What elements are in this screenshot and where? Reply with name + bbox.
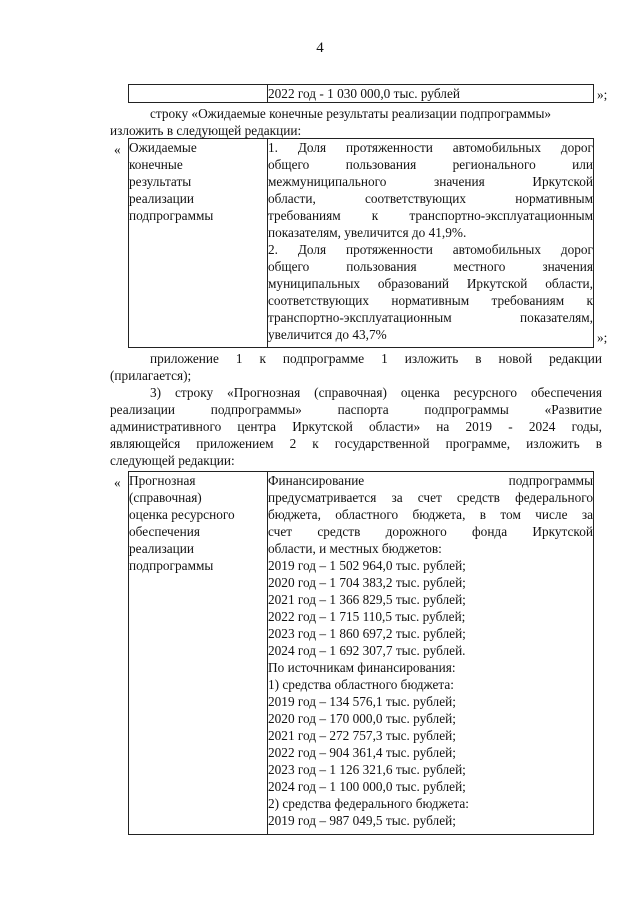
table-2-line: 2019 год – 1 502 964,0 тыс. рублей; xyxy=(268,558,466,573)
paragraph-3 xyxy=(110,384,602,469)
table-2-line: 2024 год – 1 692 307,7 тыс. рублей. xyxy=(268,643,466,658)
table-2-open-quote: « xyxy=(114,475,121,490)
table-1-label-line: конечные xyxy=(129,157,183,172)
top-table-empty-cell xyxy=(129,85,268,103)
table-1-line: области, соответствующих нормативным xyxy=(268,191,593,206)
table-2-line: 2019 год – 987 049,5 тыс. рублей; xyxy=(268,813,456,828)
table-1-line: 2. Доля протяженности автомобильных дорог xyxy=(268,242,593,257)
table-2-line: счет средств дорожного фонда Иркутской xyxy=(268,524,593,539)
table-2-line: 2021 год – 272 757,3 тыс. рублей; xyxy=(268,728,456,743)
table-1-line: показателям, увеличится до 41,9%. xyxy=(268,225,467,240)
paragraph-3-line-1: 3) строку «Прогнозная (справочная) оценка ресурсного обеспечения xyxy=(150,385,602,400)
table-1-close-quote: »; xyxy=(597,330,608,345)
table-1-line: межмуниципального значения Иркутской xyxy=(268,174,593,189)
table-1-line: транспортно-эксплуатационным показателям, xyxy=(268,310,593,325)
table-1-open-quote: « xyxy=(114,142,121,157)
table-2-line: 2020 год – 1 704 383,2 тыс. рублей; xyxy=(268,575,466,590)
table-1-content-cell xyxy=(268,139,594,348)
table-1-line: муниципальных образований Иркутской области, xyxy=(268,276,593,291)
paragraph-1-line-2: изложить в следующей редакции: xyxy=(110,123,302,138)
table-2-label-line: обеспечения xyxy=(129,524,200,539)
table-2-line: Финансирование подпрограммы xyxy=(268,473,593,488)
page-number: 4 xyxy=(316,40,324,56)
table-2-line: 2022 год – 904 361,4 тыс. рублей; xyxy=(268,745,456,760)
table-2 xyxy=(128,471,594,835)
table-2-line: 2019 год – 134 576,1 тыс. рублей; xyxy=(268,694,456,709)
paragraph-2 xyxy=(110,350,602,384)
table-1-line: требованиям к транспортно-эксплуатационным xyxy=(268,208,593,223)
table-1-label-line: Ожидаемые xyxy=(129,140,197,155)
table-2-line: 2023 год – 1 860 697,2 тыс. рублей; xyxy=(268,626,466,641)
table-2-label-line: оценка ресурсного xyxy=(129,507,235,522)
table-2-label-line: подпрограммы xyxy=(129,558,214,573)
table-1-label-line: подпрограммы xyxy=(129,208,214,223)
paragraph-2-line-1: приложение 1 к подпрограмме 1 изложить в новой редакции xyxy=(150,351,602,366)
table-2-line: предусматривается за счет средств федерального xyxy=(268,490,593,505)
paragraph-3-line-4: являющейся приложением 2 к государственной программе, изложить в xyxy=(110,436,602,451)
table-2-content-cell xyxy=(268,472,594,835)
table-2-label-cell xyxy=(129,472,268,835)
top-table-text: 2022 год - 1 030 000,0 тыс. рублей xyxy=(268,86,460,101)
table-2-line: По источникам финансирования: xyxy=(268,660,456,675)
table-1-line: общего пользования регионального или xyxy=(268,157,593,172)
table-2-line: 2023 год – 1 126 321,6 тыс. рублей; xyxy=(268,762,466,777)
top-table xyxy=(128,84,594,103)
table-2-label-line: (справочная) xyxy=(129,490,202,505)
paragraph-1 xyxy=(110,105,602,139)
table-1-line: 1. Доля протяженности автомобильных дорог xyxy=(268,140,593,155)
paragraph-1-line-1: строку «Ожидаемые конечные результаты реализации подпрограммы» xyxy=(150,106,552,121)
table-2-label-line: реализации xyxy=(129,541,194,556)
table-2-line: 2024 год – 1 100 000,0 тыс. рублей; xyxy=(268,779,466,794)
paragraph-3-line-3: административного центра Иркутской области» на 2019 - 2024 годы, xyxy=(110,419,602,434)
paragraph-2-line-2: (прилагается); xyxy=(110,368,192,383)
table-1-label-cell xyxy=(129,139,268,348)
table-2-label-line: Прогнозная xyxy=(129,473,196,488)
table-2-line: 2021 год – 1 366 829,5 тыс. рублей; xyxy=(268,592,466,607)
paragraph-3-line-5: следующей редакции: xyxy=(110,453,235,468)
table-1 xyxy=(128,138,594,348)
table-2-line: 2) средства федерального бюджета: xyxy=(268,796,469,811)
paragraph-3-line-2: реализации подпрограммы» паспорта подпрограммы «Развитие xyxy=(110,402,602,417)
table-2-line: области, и местных бюджетов: xyxy=(268,541,442,556)
table-1-line: общего пользования местного значения xyxy=(268,259,593,274)
table-2-line: бюджета, областного бюджета, в том числе за xyxy=(268,507,593,522)
table-1-line: соответствующих нормативным требованиям к xyxy=(268,293,593,308)
table-1-label-line: реализации xyxy=(129,191,194,206)
top-table-value-cell xyxy=(268,85,594,103)
table-2-line: 2022 год – 1 715 110,5 тыс. рублей; xyxy=(268,609,466,624)
table-2-line: 1) средства областного бюджета: xyxy=(268,677,454,692)
table-2-line: 2020 год – 170 000,0 тыс. рублей; xyxy=(268,711,456,726)
table-1-line: увеличится до 43,7% xyxy=(268,327,387,342)
table-1-label-line: результаты xyxy=(129,174,192,189)
top-table-close-quote: »; xyxy=(597,87,608,102)
